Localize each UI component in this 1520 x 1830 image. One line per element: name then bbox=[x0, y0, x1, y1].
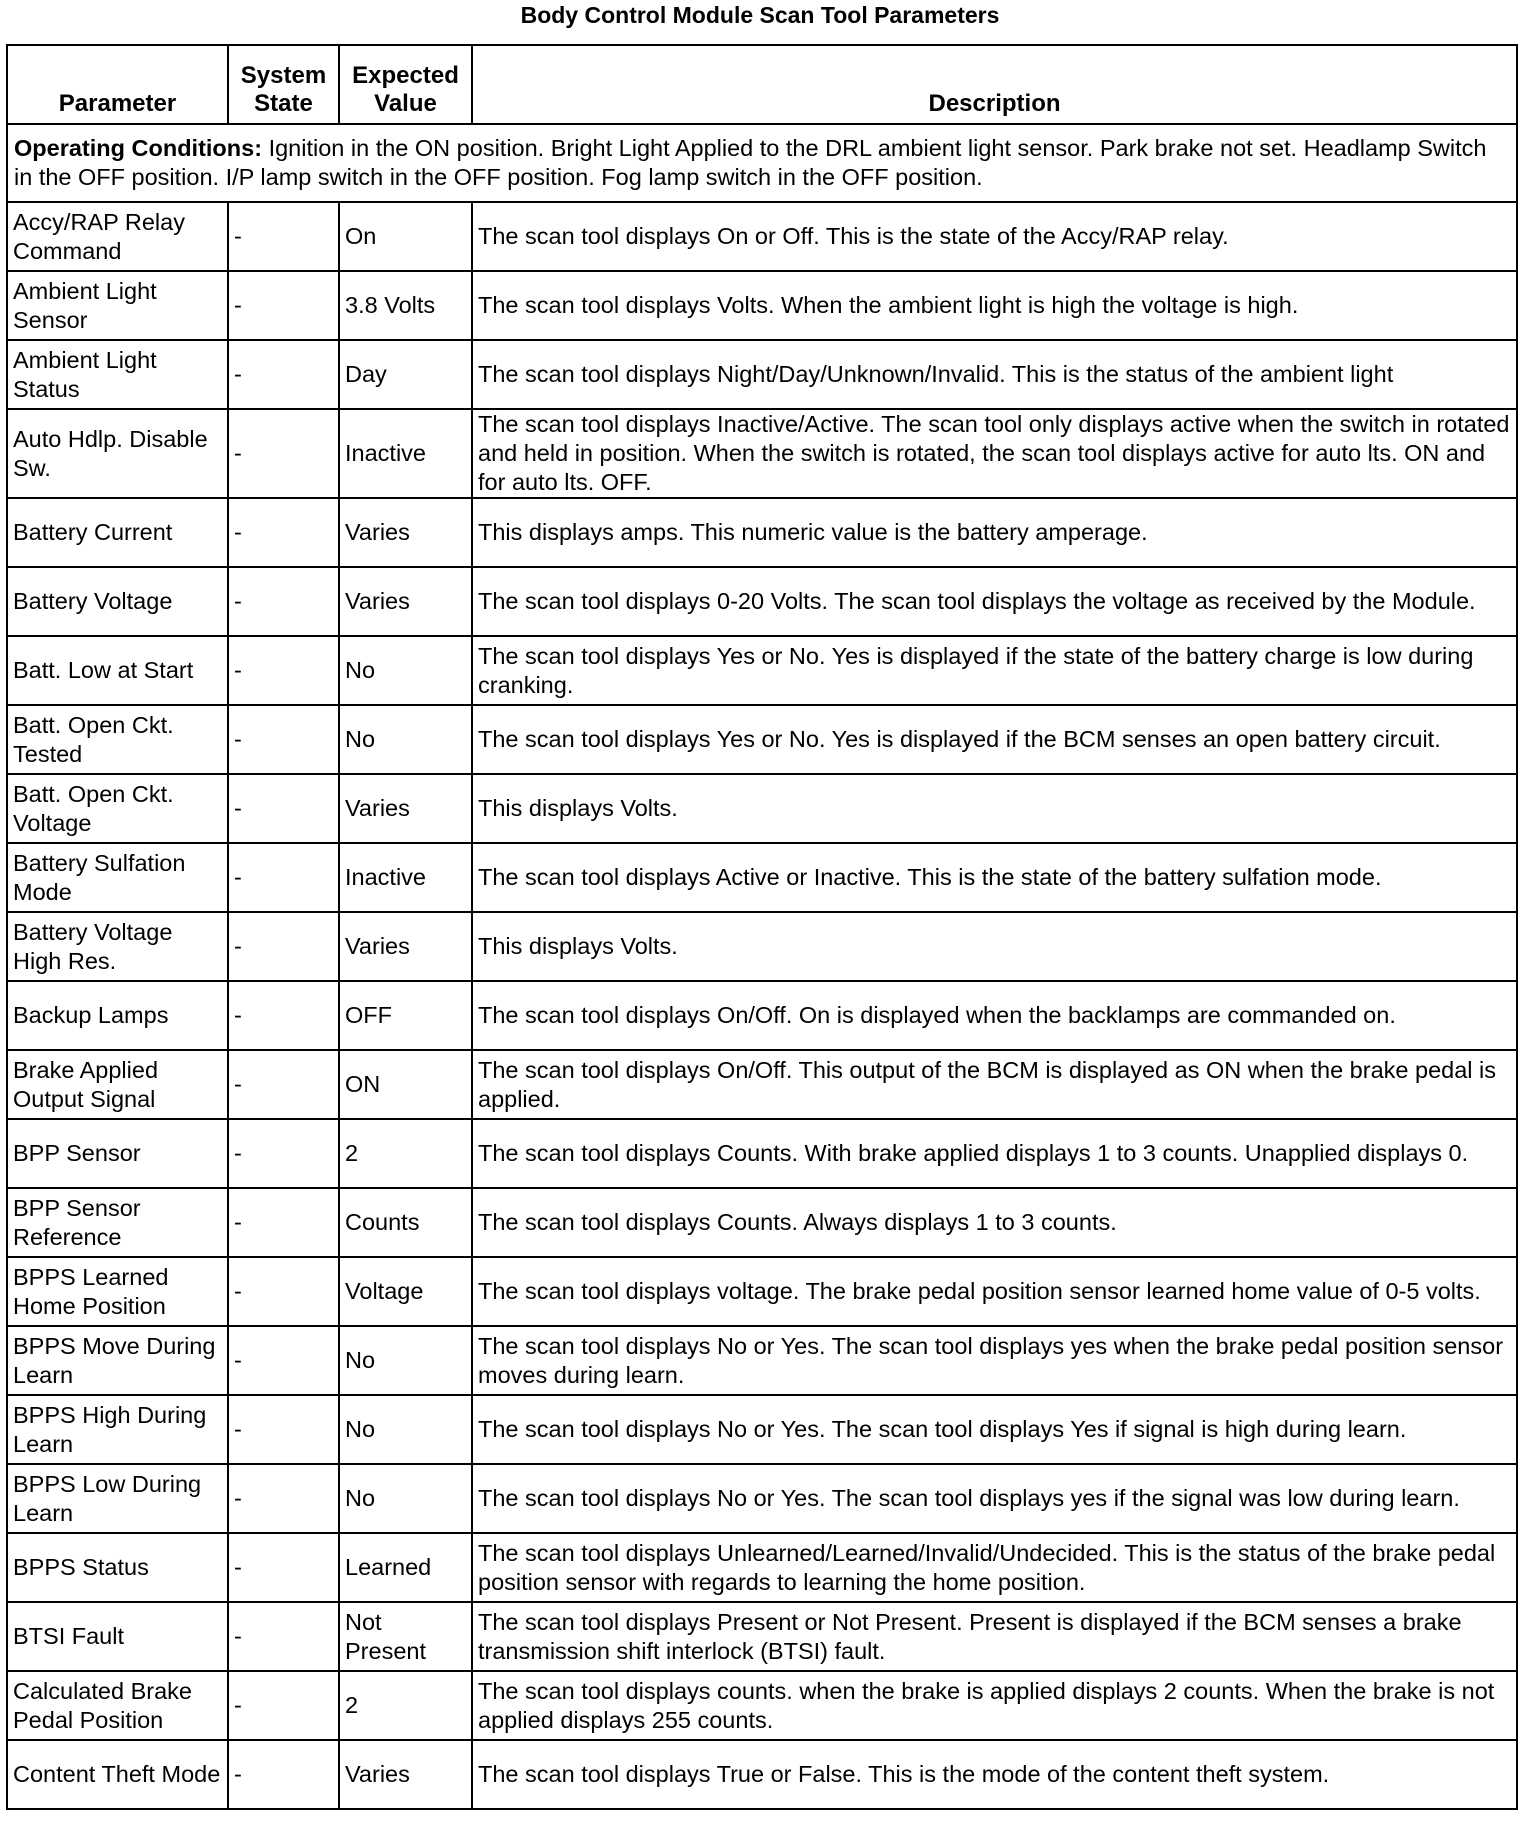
parameter-cell: BPPS Learned Home Position bbox=[7, 1257, 228, 1326]
system-state-cell: - bbox=[228, 202, 339, 271]
table-row bbox=[7, 340, 1517, 409]
header-description: Description bbox=[472, 45, 1517, 124]
system-state-cell: - bbox=[228, 1050, 339, 1119]
description-cell: The scan tool displays Yes or No. Yes is displayed if the state of the battery charge is low during cranking. bbox=[472, 636, 1517, 705]
header-row bbox=[7, 45, 1517, 124]
description-cell: The scan tool displays Yes or No. Yes is displayed if the BCM senses an open battery circuit. bbox=[472, 705, 1517, 774]
parameter-cell: Accy/RAP Relay Command bbox=[7, 202, 228, 271]
parameter-cell: Ambient Light Status bbox=[7, 340, 228, 409]
expected-value-cell: No bbox=[339, 1326, 472, 1395]
table-row bbox=[7, 498, 1517, 567]
expected-value-cell: Varies bbox=[339, 774, 472, 843]
parameter-cell: Backup Lamps bbox=[7, 981, 228, 1050]
system-state-cell: - bbox=[228, 981, 339, 1050]
expected-value-cell: No bbox=[339, 1395, 472, 1464]
parameter-cell: Content Theft Mode bbox=[7, 1740, 228, 1809]
parameter-cell: BPP Sensor bbox=[7, 1119, 228, 1188]
description-cell: The scan tool displays No or Yes. The scan tool displays yes if the signal was low during learn. bbox=[472, 1464, 1517, 1533]
parameter-cell: Brake Applied Output Signal bbox=[7, 1050, 228, 1119]
description-cell: The scan tool displays Counts. Always displays 1 to 3 counts. bbox=[472, 1188, 1517, 1257]
parameter-cell: Batt. Open Ckt. Tested bbox=[7, 705, 228, 774]
parameter-cell: Batt. Low at Start bbox=[7, 636, 228, 705]
operating-conditions-text: Ignition in the ON position. Bright Light Applied to the DRL ambient light sensor. Park brake not set. Headlamp Switch in the OFF position. I/P lamp switch in the OFF position. Fog lamp switch in the OFF position. bbox=[14, 135, 1487, 190]
parameter-cell: Battery Sulfation Mode bbox=[7, 843, 228, 912]
expected-value-cell: OFF bbox=[339, 981, 472, 1050]
operating-conditions-label: Operating Conditions: bbox=[14, 135, 263, 161]
expected-value-cell: 3.8 Volts bbox=[339, 271, 472, 340]
parameter-cell: Battery Current bbox=[7, 498, 228, 567]
system-state-cell: - bbox=[228, 1602, 339, 1671]
system-state-cell: - bbox=[228, 1671, 339, 1740]
table-row bbox=[7, 1050, 1517, 1119]
expected-value-cell: No bbox=[339, 705, 472, 774]
table-row bbox=[7, 409, 1517, 498]
expected-value-cell: Learned bbox=[339, 1533, 472, 1602]
parameter-cell: Batt. Open Ckt. Voltage bbox=[7, 774, 228, 843]
system-state-cell: - bbox=[228, 409, 339, 498]
description-cell: This displays Volts. bbox=[472, 912, 1517, 981]
parameter-cell: BPPS High During Learn bbox=[7, 1395, 228, 1464]
parameters-table bbox=[6, 44, 1518, 1810]
description-cell: The scan tool displays counts. when the brake is applied displays 2 counts. When the brake is not applied displays 255 counts. bbox=[472, 1671, 1517, 1740]
expected-value-cell: 2 bbox=[339, 1119, 472, 1188]
operating-conditions-row bbox=[7, 124, 1517, 202]
parameter-cell: BPPS Move During Learn bbox=[7, 1326, 228, 1395]
parameter-cell: BPPS Status bbox=[7, 1533, 228, 1602]
description-cell: The scan tool displays voltage. The brake pedal position sensor learned home value of 0-5 volts. bbox=[472, 1257, 1517, 1326]
description-cell: The scan tool displays Night/Day/Unknown/Invalid. This is the status of the ambient light bbox=[472, 340, 1517, 409]
expected-value-cell: Inactive bbox=[339, 409, 472, 498]
system-state-cell: - bbox=[228, 271, 339, 340]
system-state-cell: - bbox=[228, 705, 339, 774]
description-cell: The scan tool displays Counts. With brake applied displays 1 to 3 counts. Unapplied displays 0. bbox=[472, 1119, 1517, 1188]
system-state-cell: - bbox=[228, 498, 339, 567]
expected-value-cell: Day bbox=[339, 340, 472, 409]
table-row bbox=[7, 636, 1517, 705]
expected-value-cell: No bbox=[339, 1464, 472, 1533]
table-row bbox=[7, 1602, 1517, 1671]
description-cell: The scan tool displays Inactive/Active. The scan tool only displays active when the switch in rotated and held in position. When the switch is rotated, the scan tool displays active for auto lts. ON and for auto lts. OFF. bbox=[472, 409, 1517, 498]
table-row bbox=[7, 843, 1517, 912]
system-state-cell: - bbox=[228, 774, 339, 843]
system-state-cell: - bbox=[228, 340, 339, 409]
table-row bbox=[7, 1671, 1517, 1740]
description-cell: The scan tool displays On or Off. This is the state of the Accy/RAP relay. bbox=[472, 202, 1517, 271]
table-row bbox=[7, 1188, 1517, 1257]
description-cell: The scan tool displays Volts. When the ambient light is high the voltage is high. bbox=[472, 271, 1517, 340]
parameter-cell: BPP Sensor Reference bbox=[7, 1188, 228, 1257]
table-row bbox=[7, 981, 1517, 1050]
table-row bbox=[7, 912, 1517, 981]
description-cell: The scan tool displays 0-20 Volts. The scan tool displays the voltage as received by the Module. bbox=[472, 567, 1517, 636]
expected-value-cell: Counts bbox=[339, 1188, 472, 1257]
description-cell: The scan tool displays On/Off. On is displayed when the backlamps are commanded on. bbox=[472, 981, 1517, 1050]
description-cell: The scan tool displays Present or Not Present. Present is displayed if the BCM senses a brake transmission shift interlock (BTSI) fault. bbox=[472, 1602, 1517, 1671]
table-row bbox=[7, 1533, 1517, 1602]
parameter-cell: BTSI Fault bbox=[7, 1602, 228, 1671]
system-state-cell: - bbox=[228, 843, 339, 912]
table-row bbox=[7, 567, 1517, 636]
table-row bbox=[7, 202, 1517, 271]
expected-value-cell: 2 bbox=[339, 1671, 472, 1740]
expected-value-cell: On bbox=[339, 202, 472, 271]
expected-value-cell: Varies bbox=[339, 912, 472, 981]
system-state-cell: - bbox=[228, 1395, 339, 1464]
system-state-cell: - bbox=[228, 912, 339, 981]
table-row bbox=[7, 774, 1517, 843]
expected-value-cell: Varies bbox=[339, 498, 472, 567]
table-row bbox=[7, 1326, 1517, 1395]
parameter-cell: Calculated Brake Pedal Position bbox=[7, 1671, 228, 1740]
system-state-cell: - bbox=[228, 1464, 339, 1533]
description-cell: The scan tool displays No or Yes. The scan tool displays Yes if signal is high during learn. bbox=[472, 1395, 1517, 1464]
description-cell: The scan tool displays On/Off. This output of the BCM is displayed as ON when the brake pedal is applied. bbox=[472, 1050, 1517, 1119]
table-row bbox=[7, 1740, 1517, 1809]
expected-value-cell: ON bbox=[339, 1050, 472, 1119]
expected-value-cell: Varies bbox=[339, 567, 472, 636]
header-parameter: Parameter bbox=[7, 45, 228, 124]
expected-value-cell: Inactive bbox=[339, 843, 472, 912]
table-row bbox=[7, 1119, 1517, 1188]
description-cell: The scan tool displays Unlearned/Learned/Invalid/Undecided. This is the status of the brake pedal position sensor with regards to learning the home position. bbox=[472, 1533, 1517, 1602]
system-state-cell: - bbox=[228, 636, 339, 705]
system-state-cell: - bbox=[228, 1188, 339, 1257]
header-system-state: System State bbox=[228, 45, 339, 124]
system-state-cell: - bbox=[228, 1119, 339, 1188]
table-row bbox=[7, 705, 1517, 774]
parameter-cell: Ambient Light Sensor bbox=[7, 271, 228, 340]
system-state-cell: - bbox=[228, 1533, 339, 1602]
system-state-cell: - bbox=[228, 1257, 339, 1326]
description-cell: The scan tool displays True or False. This is the mode of the content theft system. bbox=[472, 1740, 1517, 1809]
table-row bbox=[7, 1257, 1517, 1326]
parameter-cell: Battery Voltage bbox=[7, 567, 228, 636]
table-row bbox=[7, 1464, 1517, 1533]
parameter-cell: BPPS Low During Learn bbox=[7, 1464, 228, 1533]
description-cell: This displays amps. This numeric value is the battery amperage. bbox=[472, 498, 1517, 567]
expected-value-cell: No bbox=[339, 636, 472, 705]
description-cell: The scan tool displays No or Yes. The scan tool displays yes when the brake pedal position sensor moves during learn. bbox=[472, 1326, 1517, 1395]
parameter-cell: Auto Hdlp. Disable Sw. bbox=[7, 409, 228, 498]
parameter-cell: Battery Voltage High Res. bbox=[7, 912, 228, 981]
expected-value-cell: Not Present bbox=[339, 1602, 472, 1671]
document-title: Body Control Module Scan Tool Parameters bbox=[520, 2, 1000, 28]
expected-value-cell: Voltage bbox=[339, 1257, 472, 1326]
table-row bbox=[7, 1395, 1517, 1464]
system-state-cell: - bbox=[228, 1740, 339, 1809]
description-cell: The scan tool displays Active or Inactive. This is the state of the battery sulfation mode. bbox=[472, 843, 1517, 912]
description-cell: This displays Volts. bbox=[472, 774, 1517, 843]
system-state-cell: - bbox=[228, 567, 339, 636]
system-state-cell: - bbox=[228, 1326, 339, 1395]
operating-conditions-cell bbox=[7, 124, 1517, 202]
expected-value-cell: Varies bbox=[339, 1740, 472, 1809]
header-expected-value: Expected Value bbox=[339, 45, 472, 124]
table-row bbox=[7, 271, 1517, 340]
